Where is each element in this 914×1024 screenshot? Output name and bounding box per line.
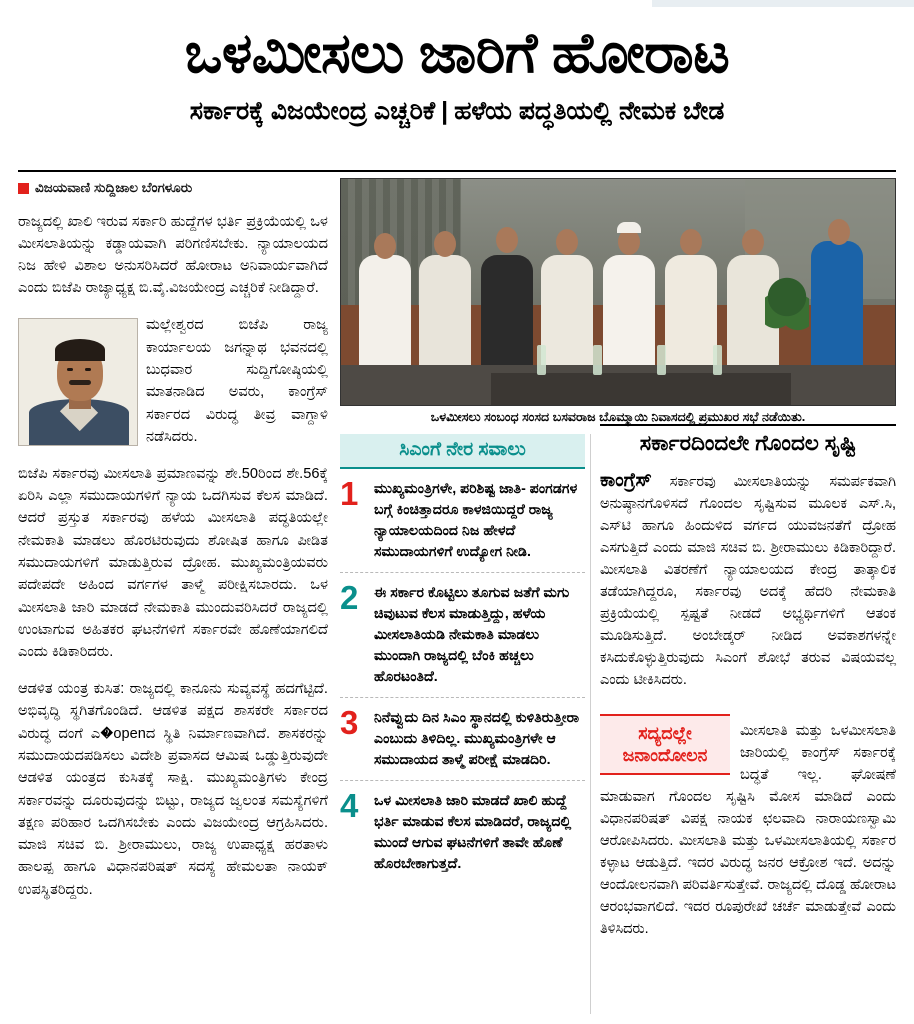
photo-table: [491, 373, 791, 405]
janandolana-section: [600, 706, 896, 955]
photo-person-3-head: [496, 227, 518, 253]
right-paragraph-1: [600, 470, 896, 691]
photo-person-4-head: [556, 229, 578, 255]
article-paragraph-2: ಮಲ್ಲೇಶ್ವರದ ಬಿಜೆಪಿ ರಾಜ್ಯ ಕಾರ್ಯಾಲಯ ಜಗನ್ನಾಥ ಭವನದಲ್ಲಿ ಬುಧವಾರ ಸುದ್ದಿಗೋಷ್ಠಿಯಲ್ಲಿ ಮಾತನಾಡಿದ ಅವರು, ಕಾಂಗ್ರೆಸ್ ಸರ್ಕಾರದ ವಿರುದ್ಧ ತೀವ್ರ ವಾಗ್ದಾಳಿ ನಡೆಸಿದರು.: [146, 317, 328, 445]
photo-person-5: [603, 255, 655, 365]
article-paragraph-4: [18, 678, 328, 901]
challenges-box: [340, 434, 585, 1014]
subheadline-right: ಹಳೆಯ ಪದ್ಧತಿಯಲ್ಲಿ ನೇಮಕ ಬೇಡ: [454, 97, 725, 125]
photo-person-3: [481, 255, 533, 365]
challenges-title: ಸಿಎಂಗೆ ನೇರ ಸವಾಲು: [340, 434, 585, 469]
photo-bottle-1: [537, 345, 546, 375]
challenge-text: ಈ ಸರ್ಕಾರ ಕೊಟ್ಟಿಲು ತೂಗುವ ಜತೆಗೆ ಮಗು ಚಿವುಟುವ ಕೆಲಸ ಮಾಡುತ್ತಿದ್ದು, ಹಳೆಯ ಮೀಸಲಾತಿಯಡಿ ನೇಮಕಾತಿ ಮಾಡಲು ಮುಂದಾಗಿ ರಾಜ್ಯದಲ್ಲಿ ಬೆಂಕಿ ಹಚ್ಚಲು ಹೊರಟಂತಿದೆ.: [374, 585, 570, 685]
photo-person-7-head: [742, 229, 764, 255]
challenge-number: 1: [340, 475, 359, 512]
photo-person-1: [359, 255, 411, 365]
photo-plant: [765, 269, 809, 339]
photo-person-2: [419, 255, 471, 365]
right-paragraph-2-body: ಕಾಂಗ್ರೆಸ್ ಸರ್ಕಾರಕ್ಕೆ ಬದ್ಧತೆ ಇಲ್ಲ. ಘೋಷಣೆ ಮಾಡುವಾಗ ಗೊಂದಲ ಸೃಷ್ಟಿಸಿ ಮೋಸ ಮಾಡಿದೆ ಎಂದು ವಿಧಾನಪರಿಷತ್ ವಿಪಕ್ಷ ನಾಯಕ ಛಲವಾದಿ ನಾರಾಯಣಸ್ವಾಮಿ ಆರೋಪಿಸಿದರು. ಮೀಸಲಾತಿ ಮತ್ತು ಒಳಮೀಸಲಾತಿಯಲ್ಲಿ ಸರ್ಕಾರ ಕಳ್ಳಾಟ ಆಡುತ್ತಿದೆ. ಇದರ ವಿರುದ್ಧ ಜನರ ಆಕ್ರೋಶ ಇದೆ. ಅದನ್ನು ಆಂದೋಲನವಾಗಿ ಪರಿವರ್ತಿಸುತ್ತೇವೆ. ರಾಜ್ಯದಲ್ಲಿ ದೊಡ್ಡ ಹೋರಾಟ ಆರಂಭವಾಗಲಿದೆ. ಇದರ ರೂಪುರೇಖೆ ಚರ್ಚೆ ಮಾಡುತ್ತೇವೆ ಎಂದು ತಿಳಿಸಿದರು.: [600, 745, 896, 938]
paragraph-4-body: ರಾಜ್ಯದಲ್ಲಿ ಕಾನೂನು ಸುವ್ಯವಸ್ಥೆ ಹದಗೆಟ್ಟಿದೆ. ಅಭಿವೃದ್ಧಿ ಸ್ಥಗಿತಗೊಂಡಿದೆ. ಆಡಳಿತ ಪಕ್ಷದ ಶಾಸಕರೇ ಸರ್ಕಾರದ ವಿರುದ್ಧ ದಂಗೆ ಎ�openದ ಸ್ಥಿತಿ ನಿರ್ಮಾಣವಾಗಿದೆ. ಶಾಸಕರನ್ನು ಸಮುದಾಯದಪಡಿಸಲು ವಿದೇಶಿ ಪ್ರವಾಸದ ಆಮಿಷ ಒಡ್ಡುತ್ತಿರುವುದೇ ಆಡಳಿತ ಯಂತ್ರದ ಕುಸಿತಕ್ಕೆ ಸಾಕ್ಷಿ. ಮುಖ್ಯಮಂತ್ರಿಗಳು ಕೇಂದ್ರ ಸರ್ಕಾರವನ್ನು ದೂರುವುದನ್ನು ಬಿಟ್ಟು, ರಾಜ್ಯದ ಜ್ವಲಂತ ಸಮಸ್ಯೆಗಳಿಗೆ ತಕ್ಷಣ ಪರಿಹಾರ ಒದಗಿಸಬೇಕು ಎಂದು ವಿಜಯೇಂದ್ರ ಆಗ್ರಹಿಸಿದರು. ಮಾಜಿ ಸಚಿವ ಬಿ. ಶ್ರೀರಾಮುಲು, ರಾಜ್ಯ ಉಪಾಧ್ಯಕ್ಷ ಹರತಾಳು ಹಾಲಪ್ಪ ಹಾಗೂ ವಿಧಾನಪರಿಷತ್ ಸದಸ್ಯೆ ಹೇಮಲತಾ ನಾಯಕ್ ಉಪಸ್ಥಿತರಿದ್ದರು.: [18, 681, 328, 898]
photo-person-5-cap: [617, 222, 641, 233]
challenge-text: ಒಳ ಮೀಸಲಾತಿ ಜಾರಿ ಮಾಡದೆ ಖಾಲಿ ಹುದ್ದೆ ಭರ್ತಿ ಮಾಡುವ ಕೆಲಸ ಮಾಡಿದರೆ, ರಾಜ್ಯದಲ್ಲಿ ಮುಂದೆ ಆಗುವ ಘಟನೆಗಳಿಗೆ ತಾವೇ ಹೊಣೆ ಹೊರಬೇಕಾಗುತ್ತದೆ.: [374, 793, 572, 872]
photo-person-8-head: [828, 219, 850, 245]
paragraph-4-lead: ಆಡಳಿತ ಯಂತ್ರ ಕುಸಿತ:: [18, 681, 125, 698]
challenge-number: 4: [340, 787, 359, 824]
portrait-hair: [55, 339, 105, 361]
challenge-item: [340, 781, 585, 884]
challenge-text: ಮುಖ್ಯಮಂತ್ರಿಗಳೇ, ಪರಿಶಿಷ್ಟ ಜಾತಿ- ಪಂಗಡಗಳ ಬಗ್ಗೆ ಕಿಂಚಿತ್ತಾದರೂ ಕಾಳಜಿಯಿದ್ದರೆ ರಾಜ್ಯ ನ್ಯಾಯಾಲಯದಿಂದ ನಿಜ ಹೇಳದೆ ಸಮುದಾಯಗಳಿಗೆ ಉದ್ಯೋಗ ನೀಡಿ.: [374, 481, 578, 560]
subheadline: [18, 96, 896, 126]
subheadline-separator: |: [441, 97, 449, 125]
photo-person-8: [811, 241, 863, 365]
page-top-rail-right: [652, 0, 914, 7]
right-column-top-rule: [600, 424, 896, 426]
page-top-rail-left: [0, 0, 652, 7]
right-column: [600, 430, 896, 1016]
right-paragraph-1-body: ಸರ್ಕಾರವು ಮೀಸಲಾತಿಯನ್ನು ಸಮರ್ಪಕವಾಗಿ ಅನುಷ್ಠಾನಗೊಳಿಸದೆ ಗೊಂದಲ ಸೃಷ್ಟಿಸುವ ಮೂಲಕ ಎಸ್.ಸಿ, ಎಸ್‌ಟಿ ಹಾಗೂ ಹಿಂದುಳಿದ ವರ್ಗದ ಯುವಜನತೆಗೆ ದ್ರೋಹ ಎಸಗುತ್ತಿದೆ ಎಂದು ಮಾಜಿ ಸಚಿವ ಬಿ. ಶ್ರೀರಾಮುಲು ಕಿಡಿಕಾರಿದ್ದಾರೆ. ಮೀಸಲಾತಿ ವಿತರಣೆಗೆ ನ್ಯಾಯಾಲಯದ ಕೇಂದ್ರ ತಾತ್ಕಾಲಿಕ ತಡೆಯಾಗಿದ್ದರೂ, ಸರ್ಕಾರವು ಅದಕ್ಕೆ ಹೆದರಿ ನೇಮಕಾತಿ ಪ್ರಕ್ರಿಯೆಯಲ್ಲಿ ಸ್ಪಷ್ಟತೆ ನೀಡದೆ ಅಭ್ಯರ್ಥಿಗಳಿಗೆ ಆತಂಕ ಮೂಡಿಸುತ್ತಿದೆ. ಅಂಬೇಡ್ಕರ್ ನೀಡಿದ ಅವಕಾಶಗಳನ್ನೇ ಕಸಿದುಕೊಳ್ಳುತ್ತಿರುವುದು ಸಿಎಂಗೆ ಶೋಭೆ ತರುವ ವಿಷಯವಲ್ಲ ಎಂದು ಟೀಕಿಸಿದರು.: [600, 474, 896, 689]
right-paragraph-lead: ಕಾಂಗ್ರೆಸ್: [600, 470, 652, 492]
challenge-number: 2: [340, 579, 359, 616]
challenge-item: [340, 698, 585, 781]
photo-bottle-3: [657, 345, 666, 375]
challenge-number: 3: [340, 704, 359, 741]
photo-person-4: [541, 255, 593, 365]
article-paragraph-3: ಬಿಜೆಪಿ ಸರ್ಕಾರವು ಮೀಸಲಾತಿ ಪ್ರಮಾಣವನ್ನು ಶೇ.50ರಿಂದ ಶೇ.56ಕ್ಕೆ ಏರಿಸಿ ಎಲ್ಲಾ ಸಮುದಾಯಗಳಿಗೆ ನ್ಯಾಯ ಒದಗಿಸುವ ಕೆಲಸ ಮಾಡಿದೆ. ಆದರೆ ಪ್ರಸ್ತುತ ಸರ್ಕಾರವು ಹಳೆಯ ಮೀಸಲಾತಿ ಪದ್ಧತಿಯಲ್ಲೇ ನೇಮಕಾತಿ ಮಾಡಲು ಹೊರಟಿರುವುದು ಶೋಷಿತ ಹಾಗೂ ಪೀಡಿತ ಸಮುದಾಯಗಳಿಗೆ ಮಾಡುತ್ತಿರುವ ದ್ರೋಹ. ಮುಖ್ಯಮಂತ್ರಿಯವರು ಪದೇಪದೇ ಅಹಿಂದ ವರ್ಗಗಳ ತಾಳ್ಮೆ ಪರೀಕ್ಷಿಸಬಾರದು. ಒಳ ಮೀಸಲಾತಿ ಜಾರಿ ಮಾಡದೆ ನೇಮಕಾತಿ ಮುಂದುವರಿಸಿದರೆ ರಾಜ್ಯದಲ್ಲಿ ಉಂಟಾಗುವ ಅಹಿತಕರ ಘಟನೆಗಳಿಗೆ ಸರ್ಕಾರವೇ ಹೊಣೆಯಾಗಲಿದೆ ಎಂದು ಕಿಡಿಕಾರಿದರು.: [18, 465, 328, 661]
column-divider: [590, 434, 591, 1014]
byline: [18, 180, 328, 196]
masthead: [18, 22, 896, 126]
challenge-text: ನಿನೆವ್ವುದು ದಿನ ಸಿಎಂ ಸ್ಥಾನದಲ್ಲಿ ಕುಳಿತಿರುತ್ತೀರಾ ಎಂಬುದು ತಿಳಿದಿಲ್ಲ. ಮುಖ್ಯಮಂತ್ರಿಗಳೇ ಆ ಸಮುದಾಯದ ತಾಳ್ಮೆ ಪರೀಕ್ಷೆ ಮಾಡದಿರಿ.: [374, 710, 580, 768]
photo-bottle-2: [593, 345, 602, 375]
article-paragraph-1: ರಾಜ್ಯದಲ್ಲಿ ಖಾಲಿ ಇರುವ ಸರ್ಕಾರಿ ಹುದ್ದೆಗಳ ಭರ್ತಿ ಪ್ರಕ್ರಿಯೆಯಲ್ಲಿ ಒಳ ಮೀಸಲಾತಿಯನ್ನು ಕಡ್ಡಾಯವಾಗಿ ಪರಿಗಣಿಸಬೇಕು. ನ್ಯಾಯಾಲಯದ ನಿಜ ಹೇಳಿ ವಿಶಾಲ ಅನುಸರಿಸಿದರೆ ಹೋರಾಟ ಅನಿವಾರ್ಯವಾಗಿದೆ ಎಂದು ಬಿಜೆಪಿ ರಾಜ್ಯಾಧ್ಯಕ್ಷ ಬಿ.ವೈ.ವಿಜಯೇಂದ್ರ ಎಚ್ಚರಿಕೆ ನೀಡಿದ್ದಾರೆ.: [18, 213, 328, 297]
page-title: ಒಳಮೀಸಲು ಜಾರಿಗೆ ಹೋರಾಟ: [184, 21, 730, 84]
photo-caption: ಒಳಮೀಸಲು ಸಂಬಂಧ ಸಂಸದ ಬಸವರಾಜ ಬೊಮ್ಮಾಯಿ ನಿವಾಸದಲ್ಲಿ ಪ್ರಮುಖರ ಸಭೆ ನಡೆಯಿತು.: [430, 410, 806, 424]
photo-person-2-head: [434, 231, 456, 257]
portrait-moustache: [69, 380, 91, 385]
meeting-photo: [340, 178, 896, 406]
byline-text: ವಿಜಯವಾಣಿ ಸುದ್ದಿಜಾಲ ಬೆಂಗಳೂರು: [35, 180, 193, 195]
right-column-title: ಸರ್ಕಾರದಿಂದಲೇ ಗೊಂದಲ ಸೃಷ್ಟಿ: [639, 431, 857, 455]
photo-bottle-4: [713, 345, 722, 375]
bullet-square-icon: [18, 183, 29, 194]
photo-person-1-head: [374, 233, 396, 259]
photo-person-6-head: [680, 229, 702, 255]
portrait-photo: [18, 318, 138, 446]
photo-person-6: [665, 255, 717, 365]
right-paragraph-2-head: ಮೀಸಲಾತಿ ಮತ್ತು ಒಳಮೀಸಲಾತಿ ಜಾರಿಯಲ್ಲಿ: [740, 723, 896, 762]
challenge-item: [340, 573, 585, 698]
masthead-divider: [18, 170, 896, 172]
subheadline-left: ಸರ್ಕಾರಕ್ಕೆ ವಿಜಯೇಂದ್ರ ಎಚ್ಚರಿಕೆ: [189, 97, 436, 125]
left-column: [18, 180, 328, 1015]
janandolana-title: ಸದ್ಯದಲ್ಲೇ ಜನಾಂದೋಲನ: [600, 714, 730, 775]
challenge-item: [340, 469, 585, 573]
